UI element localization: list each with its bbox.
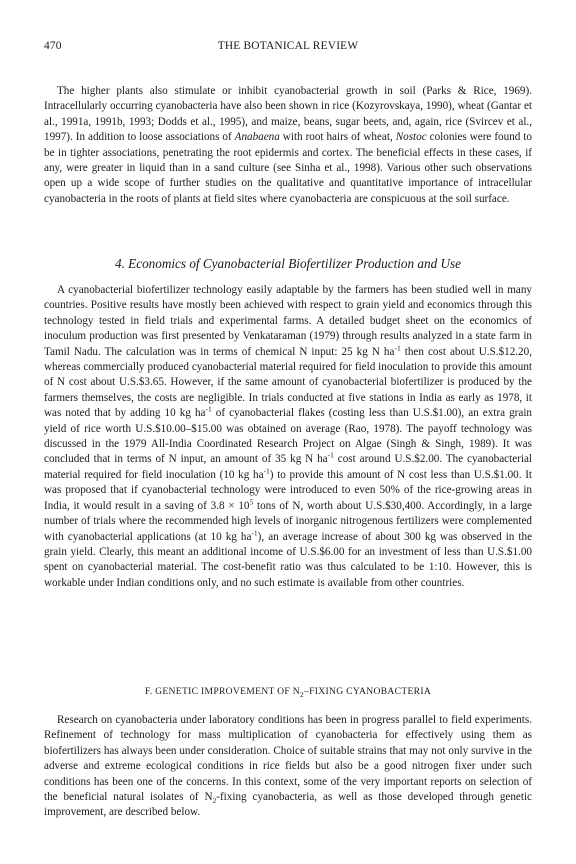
text-run: –FIXING CYANOBACTERIA <box>304 686 432 697</box>
paragraph-plant-cyanobacteria-associations <box>44 84 532 207</box>
text-run: of cyanobacterial flakes (costing less than U.S.$1.00), an extra grain yield of rice worth U.S.$10.00–$15.00 was obtained on average (Rao, 1978). The payoff technology was discussed in the 1979 All-India Coordinated Research Project on Algae (Singh & Singh, 1989). It was concluded that in terms of N input, an amount of 35 kg N ha <box>44 407 532 466</box>
superscript: -1 <box>205 404 212 414</box>
paragraph-text <box>44 283 532 591</box>
genus-name-italic: Nostoc <box>395 131 427 144</box>
text-run: colonies were found to be in tighter associations, penetrating the root epidermis and cortex. The beneficial effects in these cases, if any, were greater in liquid than in a sand culture (see Sinha et al., 1998). Various other such observations open up a wide scope of further studies on the qualitative and quantitative importance of intracellular cyanobacteria in the roots of plants at field sites where cyanobacteria are conspicuous at the soil surface. <box>44 131 532 205</box>
text-run: A cyanobacterial biofertilizer technology easily adaptable by the farmers has been studied well in many countries. Positive results have mostly been achieved with respect to grain yield and economics through this technology tested in field trials and experimental farms. A detailed budget sheet on the economics of inoculum production was first presented by Venkataraman (1979) through results analyzed in a state farm in Tamil Nadu. The calculation was in terms of chemical N input: 25 kg N ha <box>44 284 532 358</box>
journal-title: THE BOTANICAL REVIEW <box>217 40 359 52</box>
text-run: -fixing cyanobacteria, as well as those developed through genetic improvement, are described below. <box>44 791 532 819</box>
section-heading: 4. Economics of Cyanobacterial Biofertilizer Production and Use <box>114 256 461 271</box>
subscript: 2 <box>299 689 305 699</box>
text-run: then cost about U.S.$12.20, whereas commercially produced cyanobacterial material required for field inoculation to provide this amount of N cost about U.S.$3.65. However, if the same amount of cyanobacterial biofertilizer is produced by the farmers themselves, the costs are negligible. In trials conducted at five stations in India as early as 1978, it was noted that by adding 10 kg ha <box>44 345 532 420</box>
text-run: Research on cyanobacteria under laboratory conditions has been in progress parallel to field experiments. Refinement of technology for mass multiplication of cyanobacteria for effectively using them as biofertilizers has always been under consideration. Choice of suitable strains that may not only survive in the adverse and extreme ecological conditions in rice fields but also be a good nitrogen fixer under such conditions has been one of the concerns. In this context, some of the very important reports on selection of the beneficial natural isolates of N <box>44 714 532 804</box>
superscript: -1 <box>251 527 258 537</box>
text-run: with root hairs of wheat, <box>279 131 396 144</box>
subsection-heading <box>44 686 532 697</box>
superscript: -1 <box>263 466 270 476</box>
text-run: ) to provide this amount of N cost less than U.S.$1.00. It was proposed that if cyanobacterial technology were introduced to even 50% of the rice-growing areas in India, it would result in a saving of 3.8 × 10 <box>44 468 532 512</box>
paragraph-economics <box>44 283 532 591</box>
genus-name-italic: Anabaena <box>234 131 280 144</box>
text-run: cost around U.S.$2.00. The cyanobacterial material required for field inoculation (10 kg ha <box>44 453 532 481</box>
text-run: ), an average increase of about 300 kg was observed in the grain yield. Clearly, this meant an additional income of U.S.$6.00 for an investment of less than U.S.$1.00 spent on cyanobacterial material. The cost-benefit ratio was thus calculated to be 1:10. However, this is workable under Indian conditions only, and no such estimate is available from other countries. <box>44 530 533 589</box>
paragraph-text <box>44 84 532 207</box>
superscript: -1 <box>327 450 334 460</box>
paragraph-text <box>44 713 532 821</box>
text-run: tons of N, worth about U.S.$30,400. Accordingly, in a large number of trials where the recommended high levels of inorganic nitrogenous fertilizers were complemented with cyanobacterial applications (at 10 kg ha <box>44 499 532 543</box>
text-run: F. GENETIC IMPROVEMENT OF N <box>144 686 300 697</box>
superscript: 5 <box>249 496 254 506</box>
page-number: 470 <box>44 40 62 52</box>
superscript: -1 <box>394 342 401 352</box>
paragraph-genetic-improvement <box>44 713 532 821</box>
subscript: 2 <box>212 796 217 806</box>
text-run: The higher plants also stimulate or inhibit cyanobacterial growth in soil (Parks & Rice, 1969). Intracellularly occurring cyanobacteria have also been shown in rice (Kozyrovskaya, 1990), wheat (Gantar et al., 1991a, 1991b, 1993; Dodds et al., 1995), and maize, beans, sugar beets, and, again, rice (Svircev et al., 1997). In addition to loose associations of <box>44 85 532 144</box>
